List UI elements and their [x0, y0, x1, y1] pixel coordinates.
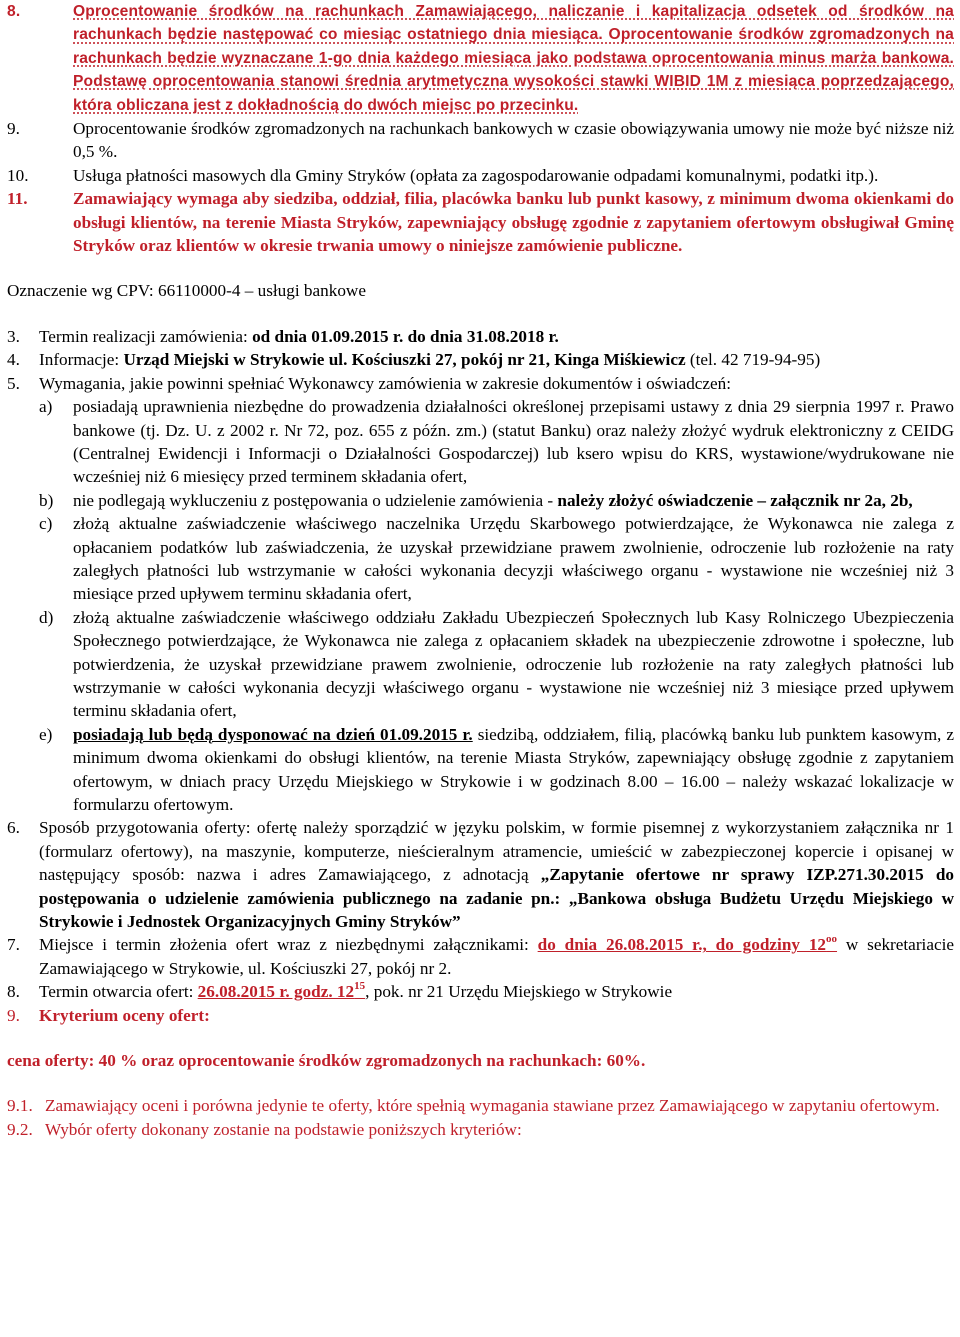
item-10-number: 10. [7, 165, 29, 185]
section-6-text: Sposób przygotowania oferty: ofertę należy sporządzić w języku polskim, w formie pisemnej z wykorzystaniem załącznika nr 1 (formularz ofertowy), na maszynie, komputerze, nieścieralnym atramencie, umieścić w zabezpieczonej kopercie i opisanej w następujący sposób: nazwa i adres Zamawiającego, z adnotacją [39, 818, 954, 885]
cpv-value: 66110000-4 – usługi bankowe [153, 281, 366, 301]
section-5c [7, 512, 954, 606]
cpv-label: Oznaczenie wg CPV: [7, 281, 154, 301]
section-5e-bold-underlined: posiadają lub będą dysponować na dzień 01.09.2015 r. [73, 724, 473, 744]
section-4-number: 4. [7, 350, 20, 370]
item-9-number: 9. [7, 119, 20, 139]
section-8-date-text: 26.08.2015 r. godz. 12 [197, 982, 355, 1002]
section-5e [7, 723, 954, 817]
section-5a [7, 395, 954, 489]
section-5c-text: złożą aktualne zaświadczenie właściwego naczelnika Urzędu Skarbowego potwierdzające, że Wykonawca nie zalega z opłacaniem podatków lub zaświadczenia, że uzyskał przewidziane prawem zwolnienie, odroczenie lub rozłożenie na raty zaległych płatności lub wstrzymanie w całości wykonania decyzji właściwego organu - wystawione nie wcześniej niż 3 miesiące przed upływem terminu składania ofert, [73, 514, 954, 604]
section-5b-letter: b) [39, 490, 54, 510]
section-5b [7, 489, 954, 512]
section-9 [7, 1004, 954, 1027]
section-5b-bold: należy złożyć oświadczenie – załącznik nr 2a, 2b, [557, 490, 913, 510]
section-5d-letter: d) [39, 607, 54, 627]
section-7-deadline [538, 935, 837, 954]
item-8-number: 8. [7, 3, 21, 20]
item-10 [7, 164, 954, 187]
section-9-2 [7, 1118, 954, 1141]
section-4-value: Urząd Miejski w Strykowie ul. Kościuszki 27, pokój nr 21, Kinga Miśkiewicz [123, 350, 686, 370]
section-3-label: Termin realizacji zamówienia: [39, 326, 253, 346]
section-5e-text: siedzibą, oddziałem, filią, placówką banku lub punktem kasowym, z minimum dwoma okienkami do obsługi klientów, na terenie Miasta Stryków, zapewniający obsługę zgodnie z zapytaniem ofertowym, w dniach pracy Urzędu Miejskiego w Strykowie i w godzinach 8.00 – 16.00 – należy wskazać lokalizacje w formularzu ofertowym. [73, 724, 954, 814]
section-5e-letter: e) [39, 724, 53, 744]
section-5d [7, 606, 954, 723]
section-3 [7, 325, 954, 348]
criteria-line: cena oferty: 40 % oraz oprocentowanie środków zgromadzonych na rachunkach: 60%. [7, 1051, 646, 1071]
section-6-number: 6. [7, 818, 20, 838]
item-8-part1: Oprocentowanie środków na rachunkach Zamawiającego, naliczanie i kapitalizacja odsetek od środków na rachunkach będzie następować co miesiąc ostatniego dnia miesiąca. Oprocentowanie środków zgromadzonych na rachunkach będzie wyznaczane 1-go dnia każdego miesiąca jako podstawa oprocentowania minus marża bankowa. [73, 3, 954, 67]
item-8-part2: Podstawę oprocentowania stanowi średnia arytmetyczna wysokości stawki WIBID 1M z miesiąca poprzedzającego, która obliczana jest z dokładnością do dwóch miejsc po przecinku. [73, 73, 954, 114]
item-11-text: Zamawiający wymaga aby siedziba, oddział, filia, placówka banku lub punkt kasowy, z minimum dwoma okienkami do obsługi klientów, na terenie Miasta Stryków, zapewniający obsługę zgodnie z zapytaniem ofertowym obsługiwał Gminę Stryków oraz klientów w okresie trwania umowy o niniejsze zamówienie publiczne. [73, 189, 954, 256]
section-7-deadline-text: do dnia 26.08.2015 r., do godziny 12 [537, 935, 827, 955]
section-5a-text: posiadają uprawnienia niezbędne do prowadzenia działalności określonej przepisami ustawy z dnia 29 sierpnia 1997 r. Prawo bankowe (tj. Dz. U. z 2002 r. Nr 72, poz. 655 z późn. zm.) (statut Banku) oraz należy złożyć wydruk elektroniczny z CEIDG (Centralnej Ewidencji i Informacji o Działalności Gospodarczej) lub ksero wpisu do KRS, wystawione/wydrukowane nie wcześniej niż 6 miesięcy przed terminem składania ofert, [73, 397, 954, 487]
section-8-date-sup: 15 [354, 980, 366, 993]
section-9-title: Kryterium oceny ofert: [39, 1005, 210, 1025]
item-11-number: 11. [7, 189, 28, 209]
item-9-text: Oprocentowanie środków zgromadzonych na rachunkach bankowych w czasie obowiązywania umowy nie może być niższe niż 0,5 %. [73, 119, 954, 162]
section-4 [7, 348, 954, 371]
item-9 [7, 117, 954, 164]
section-4-label: Informacje: [39, 350, 124, 370]
section-9-number: 9. [7, 1005, 20, 1025]
section-6 [7, 816, 954, 933]
section-9-2-text: Wybór oferty dokonany zostanie na podstawie poniższych kryteriów: [45, 1119, 522, 1139]
section-3-value: od dnia 01.09.2015 r. do dnia 31.08.2018 r. [252, 326, 559, 346]
section-5 [7, 372, 954, 395]
section-5-number: 5. [7, 373, 20, 393]
section-8-date [198, 982, 365, 1001]
section-8-number: 8. [7, 982, 20, 1002]
section-6-bold: „Zapytanie ofertowe nr sprawy IZP.271.30.2015 do postępowania o udzielenie zamówienia publicznego na zadanie pn.: „Bankowa obsługa Budżetu Urzędu Miejskiego w Strykowie i Jednostek Organizacyjnych Gminy Stryków” [39, 865, 954, 932]
item-11 [7, 187, 954, 257]
section-8-text2: , pok. nr 21 Urzędu Miejskiego w Strykowie [365, 982, 673, 1002]
cpv-line [7, 279, 954, 302]
section-9-1-number: 9.1. [7, 1096, 33, 1116]
section-3-number: 3. [7, 326, 20, 346]
item-10-text: Usługa płatności masowych dla Gminy Stryków (opłata za zagospodarowanie odpadami komunalnymi, podatki itp.). [73, 165, 879, 185]
section-5-text: Wymagania, jakie powinni spełniać Wykonawcy zamówienia w zakresie dokumentów i oświadczeń: [39, 373, 732, 393]
section-8 [7, 980, 954, 1003]
section-5d-text: złożą aktualne zaświadczenie właściwego oddziału Zakładu Ubezpieczeń Społecznych lub Kasy Rolniczego Ubezpieczenia Społecznego potwierdzające, że Wykonawca nie zalega z opłacaniem składek na ubezpieczenie zdrowotne i społeczne, lub potwierdzenia, że uzyskał przewidziane prawem zwolnienie, odroczenie lub rozłożenie na raty zaległych płatności lub wstrzymanie w całości wykonania decyzji właściwego organu - wystawione nie wcześniej niż 3 miesiące przed upływem terminu składania ofert, [73, 607, 954, 721]
section-7-text1: Miejsce i termin złożenia ofert wraz z niezbędnymi załącznikami: [39, 935, 538, 955]
section-7-text2: w sekretariacie Zamawiającego w Strykowie, ul. Kościuszki 27, pokój nr 2. [39, 935, 954, 978]
section-5c-letter: c) [39, 514, 53, 534]
section-9-1 [7, 1094, 954, 1117]
section-9-2-number: 9.2. [7, 1119, 33, 1139]
section-7-deadline-sup: oo [826, 933, 838, 946]
section-5a-letter: a) [39, 397, 53, 417]
section-7 [7, 933, 954, 980]
section-4-tail: (tel. 42 719-94-95) [685, 350, 821, 370]
item-8 [7, 0, 954, 117]
item-8-body [73, 0, 954, 117]
section-9-1-text: Zamawiający oceni i porówna jedynie te oferty, które spełnią wymagania stawiane przez Zamawiającego w zapytaniu ofertowym. [45, 1096, 940, 1116]
section-8-text1: Termin otwarcia ofert: [39, 982, 198, 1002]
section-7-number: 7. [7, 935, 20, 955]
section-5b-text: nie podlegają wykluczeniu z postępowania o udzielenie zamówienia - [73, 490, 558, 510]
